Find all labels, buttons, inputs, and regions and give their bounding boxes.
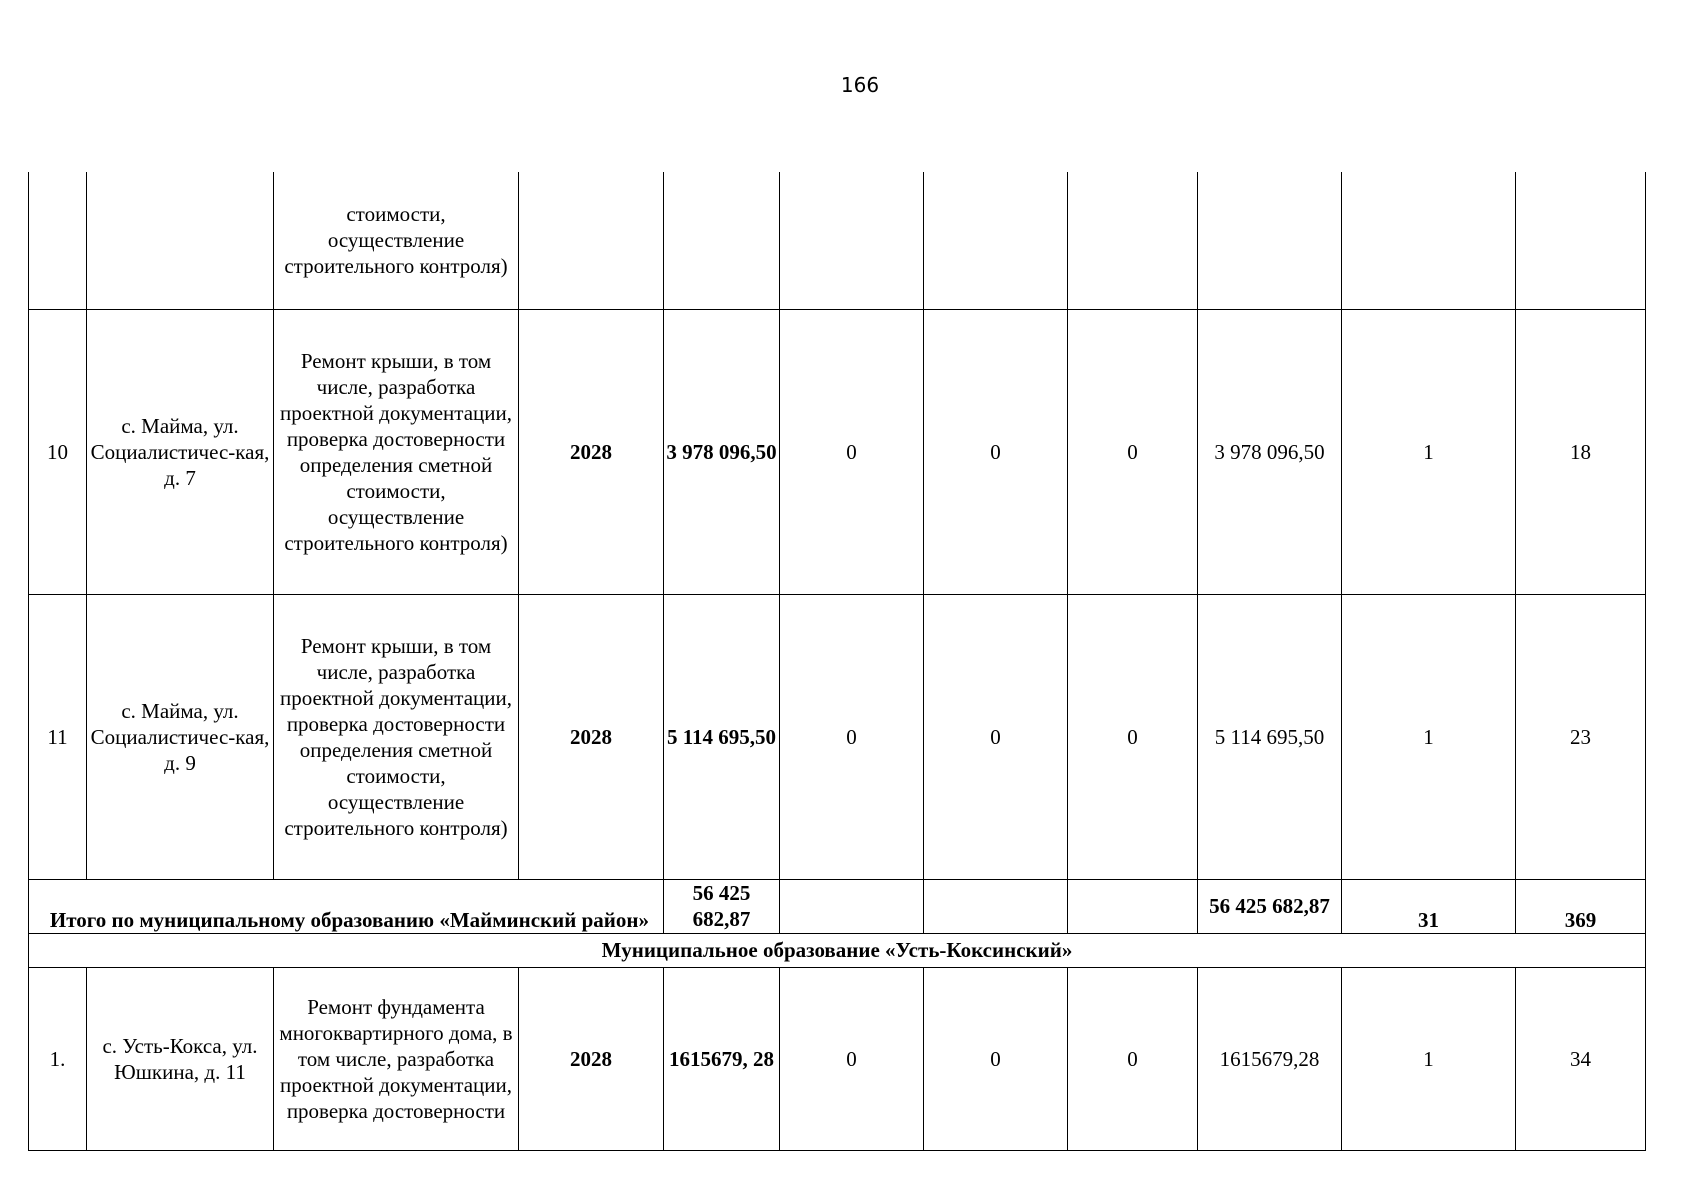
cell-c6: 34	[1516, 967, 1646, 1150]
subtotal-label: Итого по муниципальному образованию «Майминский район»	[29, 879, 664, 933]
cell-work: Ремонт крыши, в том числе, разработка проектной документации, проверка достоверности определения сметной стоимости, осуществление строительного контроля)	[274, 594, 519, 879]
cell-c5: 1	[1342, 309, 1516, 594]
page-number: 166	[840, 73, 880, 97]
cell-num: 11	[29, 594, 87, 879]
cell-c1	[780, 172, 924, 309]
cell-c6	[1516, 172, 1646, 309]
subtotal-c1	[780, 879, 924, 933]
cell-c2: 0	[924, 594, 1068, 879]
section-header-row	[29, 933, 1646, 967]
cell-address: с. Майма, ул. Социалистичес-кая, д. 7	[87, 309, 274, 594]
subtotal-c6: 369	[1516, 879, 1646, 933]
cell-c5: 1	[1342, 594, 1516, 879]
cell-c5	[1342, 172, 1516, 309]
subtotal-total: 56 425 682,87	[664, 879, 780, 933]
cell-c4	[1198, 172, 1342, 309]
cell-address	[87, 172, 274, 309]
cell-total: 5 114 695,50	[664, 594, 780, 879]
table-row-continued	[29, 172, 1646, 309]
cell-address: с. Усть-Кокса, ул. Юшкина, д. 11	[87, 967, 274, 1150]
cell-total: 1615679, 28	[664, 967, 780, 1150]
cell-c3: 0	[1068, 594, 1198, 879]
cell-work: стоимости, осуществление строительного контроля)	[274, 172, 519, 309]
table-row	[29, 967, 1646, 1150]
cell-total: 3 978 096,50	[664, 309, 780, 594]
cell-c1: 0	[780, 594, 924, 879]
cell-c6: 18	[1516, 309, 1646, 594]
cell-year: 2028	[519, 967, 664, 1150]
table-row	[29, 594, 1646, 879]
capital-repair-table	[28, 172, 1646, 1151]
cell-c4: 1615679,28	[1198, 967, 1342, 1150]
table-row	[29, 309, 1646, 594]
cell-c1: 0	[780, 967, 924, 1150]
cell-year: 2028	[519, 309, 664, 594]
cell-year: 2028	[519, 594, 664, 879]
section-header: Муниципальное образование «Усть-Коксинский»	[29, 933, 1646, 967]
subtotal-c3	[1068, 879, 1198, 933]
cell-total	[664, 172, 780, 309]
cell-work: Ремонт фундамента многоквартирного дома, в том числе, разработка проектной документации, проверка достоверности	[274, 967, 519, 1150]
cell-c3: 0	[1068, 967, 1198, 1150]
cell-c1: 0	[780, 309, 924, 594]
cell-c2: 0	[924, 309, 1068, 594]
cell-num: 10	[29, 309, 87, 594]
cell-num	[29, 172, 87, 309]
cell-work: Ремонт крыши, в том числе, разработка проектной документации, проверка достоверности определения сметной стоимости, осуществление строительного контроля)	[274, 309, 519, 594]
cell-c3	[1068, 172, 1198, 309]
cell-address: с. Майма, ул. Социалистичес-кая, д. 9	[87, 594, 274, 879]
cell-c2: 0	[924, 967, 1068, 1150]
subtotal-c2	[924, 879, 1068, 933]
subtotal-c4: 56 425 682,87	[1198, 879, 1342, 933]
cell-c2	[924, 172, 1068, 309]
cell-c3: 0	[1068, 309, 1198, 594]
subtotal-row	[29, 879, 1646, 933]
cell-c4: 5 114 695,50	[1198, 594, 1342, 879]
cell-num: 1.	[29, 967, 87, 1150]
cell-c4: 3 978 096,50	[1198, 309, 1342, 594]
cell-c6: 23	[1516, 594, 1646, 879]
cell-year	[519, 172, 664, 309]
subtotal-c5: 31	[1342, 879, 1516, 933]
cell-c5: 1	[1342, 967, 1516, 1150]
